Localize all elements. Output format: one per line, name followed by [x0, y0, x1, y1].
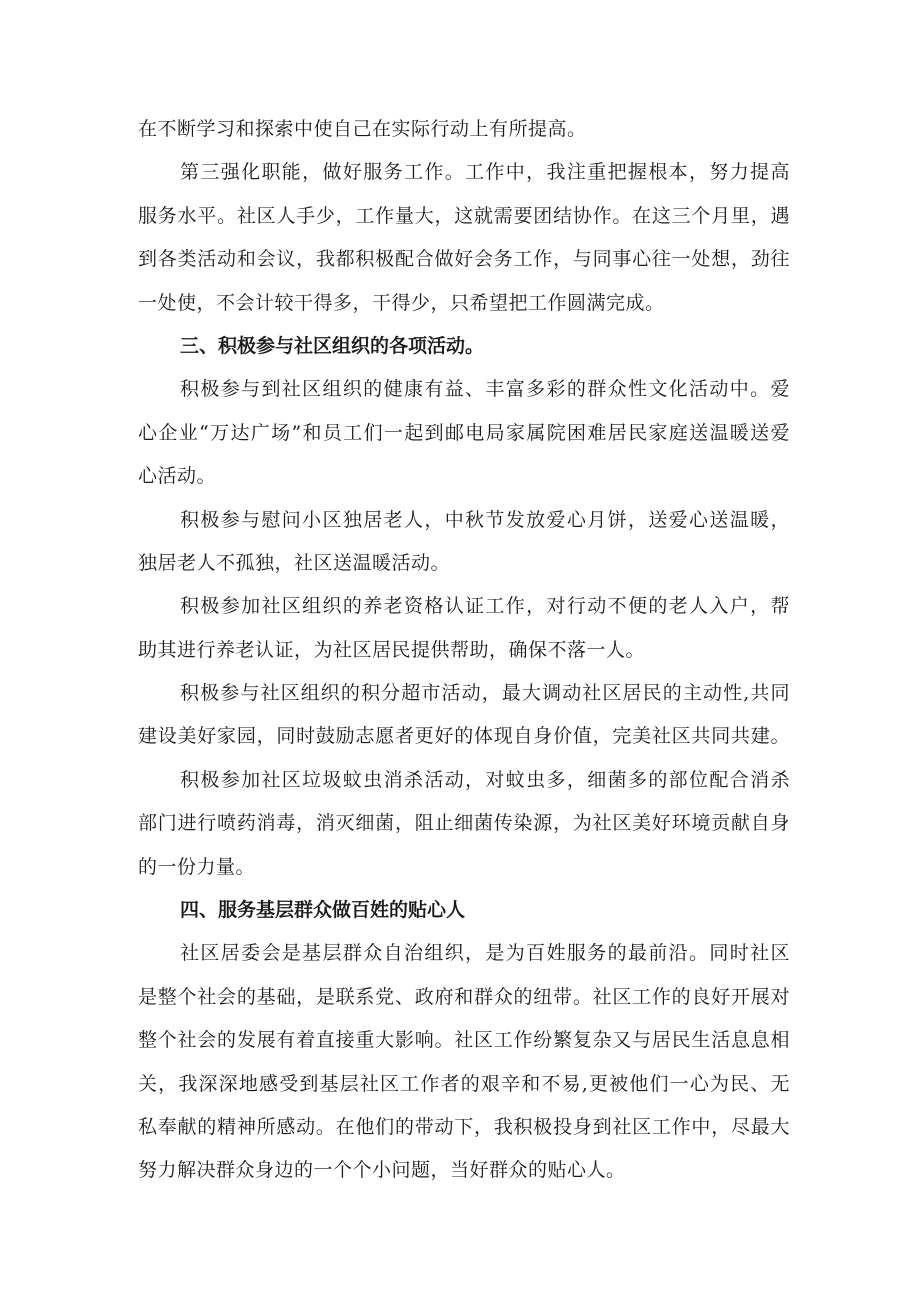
paragraph-line: 私奉献的精神所感动。在他们的带动下，我积极投身到社区工作中，尽最大 [138, 1115, 790, 1138]
paragraph-line: 独居老人不孤独，社区送温暖活动。 [138, 551, 451, 574]
paragraph-line: 努力解决群众身边的一个个小问题，当好群众的贴心人。 [138, 1159, 626, 1182]
paragraph-line: 整个社会的发展有着直接重大影响。社区工作纷繁复杂又与居民生活息息相 [138, 1029, 790, 1052]
paragraph-line: 积极参加社区组织的养老资格认证工作，对行动不便的老人入户，帮 [180, 595, 790, 618]
paragraph-line: 助其进行养老认证，为社区居民提供帮助，确保不落一人。 [138, 638, 646, 661]
document-page [138, 108, 790, 1193]
paragraph-line: 社区居委会是基层群众自治组织，是为百姓服务的最前沿。同时社区 [180, 942, 790, 965]
paragraph-line: 的一份力量。 [138, 855, 256, 878]
paragraph-line: 积极参与慰问小区独居老人，中秋节发放爱心月饼，送爱心送温暖， [180, 508, 790, 531]
paragraph-line: 建设美好家园，同时鼓励志愿者更好的体现自身价值，完美社区共同共建。 [138, 725, 790, 748]
paragraph-line: 积极参与社区组织的积分超市活动，最大调动社区居民的主动性,共同 [180, 682, 790, 705]
paragraph-line: 积极参加社区垃圾蚊虫消杀活动，对蚊虫多，细菌多的部位配合消杀 [180, 768, 790, 791]
paragraph-line: 到各类活动和会议，我都积极配合做好会务工作，与同事心往一处想，劲往 [138, 248, 790, 271]
paragraph-line: 是整个社会的基础，是联系党、政府和群众的纽带。社区工作的良好开展对 [138, 985, 790, 1008]
section-heading: 三、积极参与社区组织的各项活动。 [180, 334, 485, 357]
paragraph-line: 第三强化职能，做好服务工作。工作中，我注重把握根本，努力提高 [180, 161, 790, 184]
section-heading: 四、服务基层群众做百姓的贴心人 [180, 899, 466, 922]
paragraph-line: 心企业“万达广场”和员工们一起到邮电局家属院困难居民家庭送温暖送爱 [138, 421, 790, 444]
paragraph-line: 部门进行喷药消毒，消灭细菌，阻止细菌传染源，为社区美好环境贡献自身 [138, 812, 790, 835]
document-body [138, 108, 790, 1193]
paragraph-line: 服务水平。社区人手少，工作量大，这就需要团结协作。在这三个月里，遇 [138, 204, 790, 227]
paragraph-line: 心活动。 [138, 465, 217, 488]
paragraph-line: 积极参与到社区组织的健康有益、丰富多彩的群众性文化活动中。爱 [180, 378, 790, 401]
paragraph-line: 关，我深深地感受到基层社区工作者的艰辛和不易,更被他们一心为民、无 [138, 1072, 790, 1095]
paragraph-line: 在不断学习和探索中使自己在实际行动上有所提高。 [138, 118, 587, 140]
paragraph-line: 一处使，不会计较干得多，干得少，只希望把工作圆满完成。 [138, 291, 665, 314]
